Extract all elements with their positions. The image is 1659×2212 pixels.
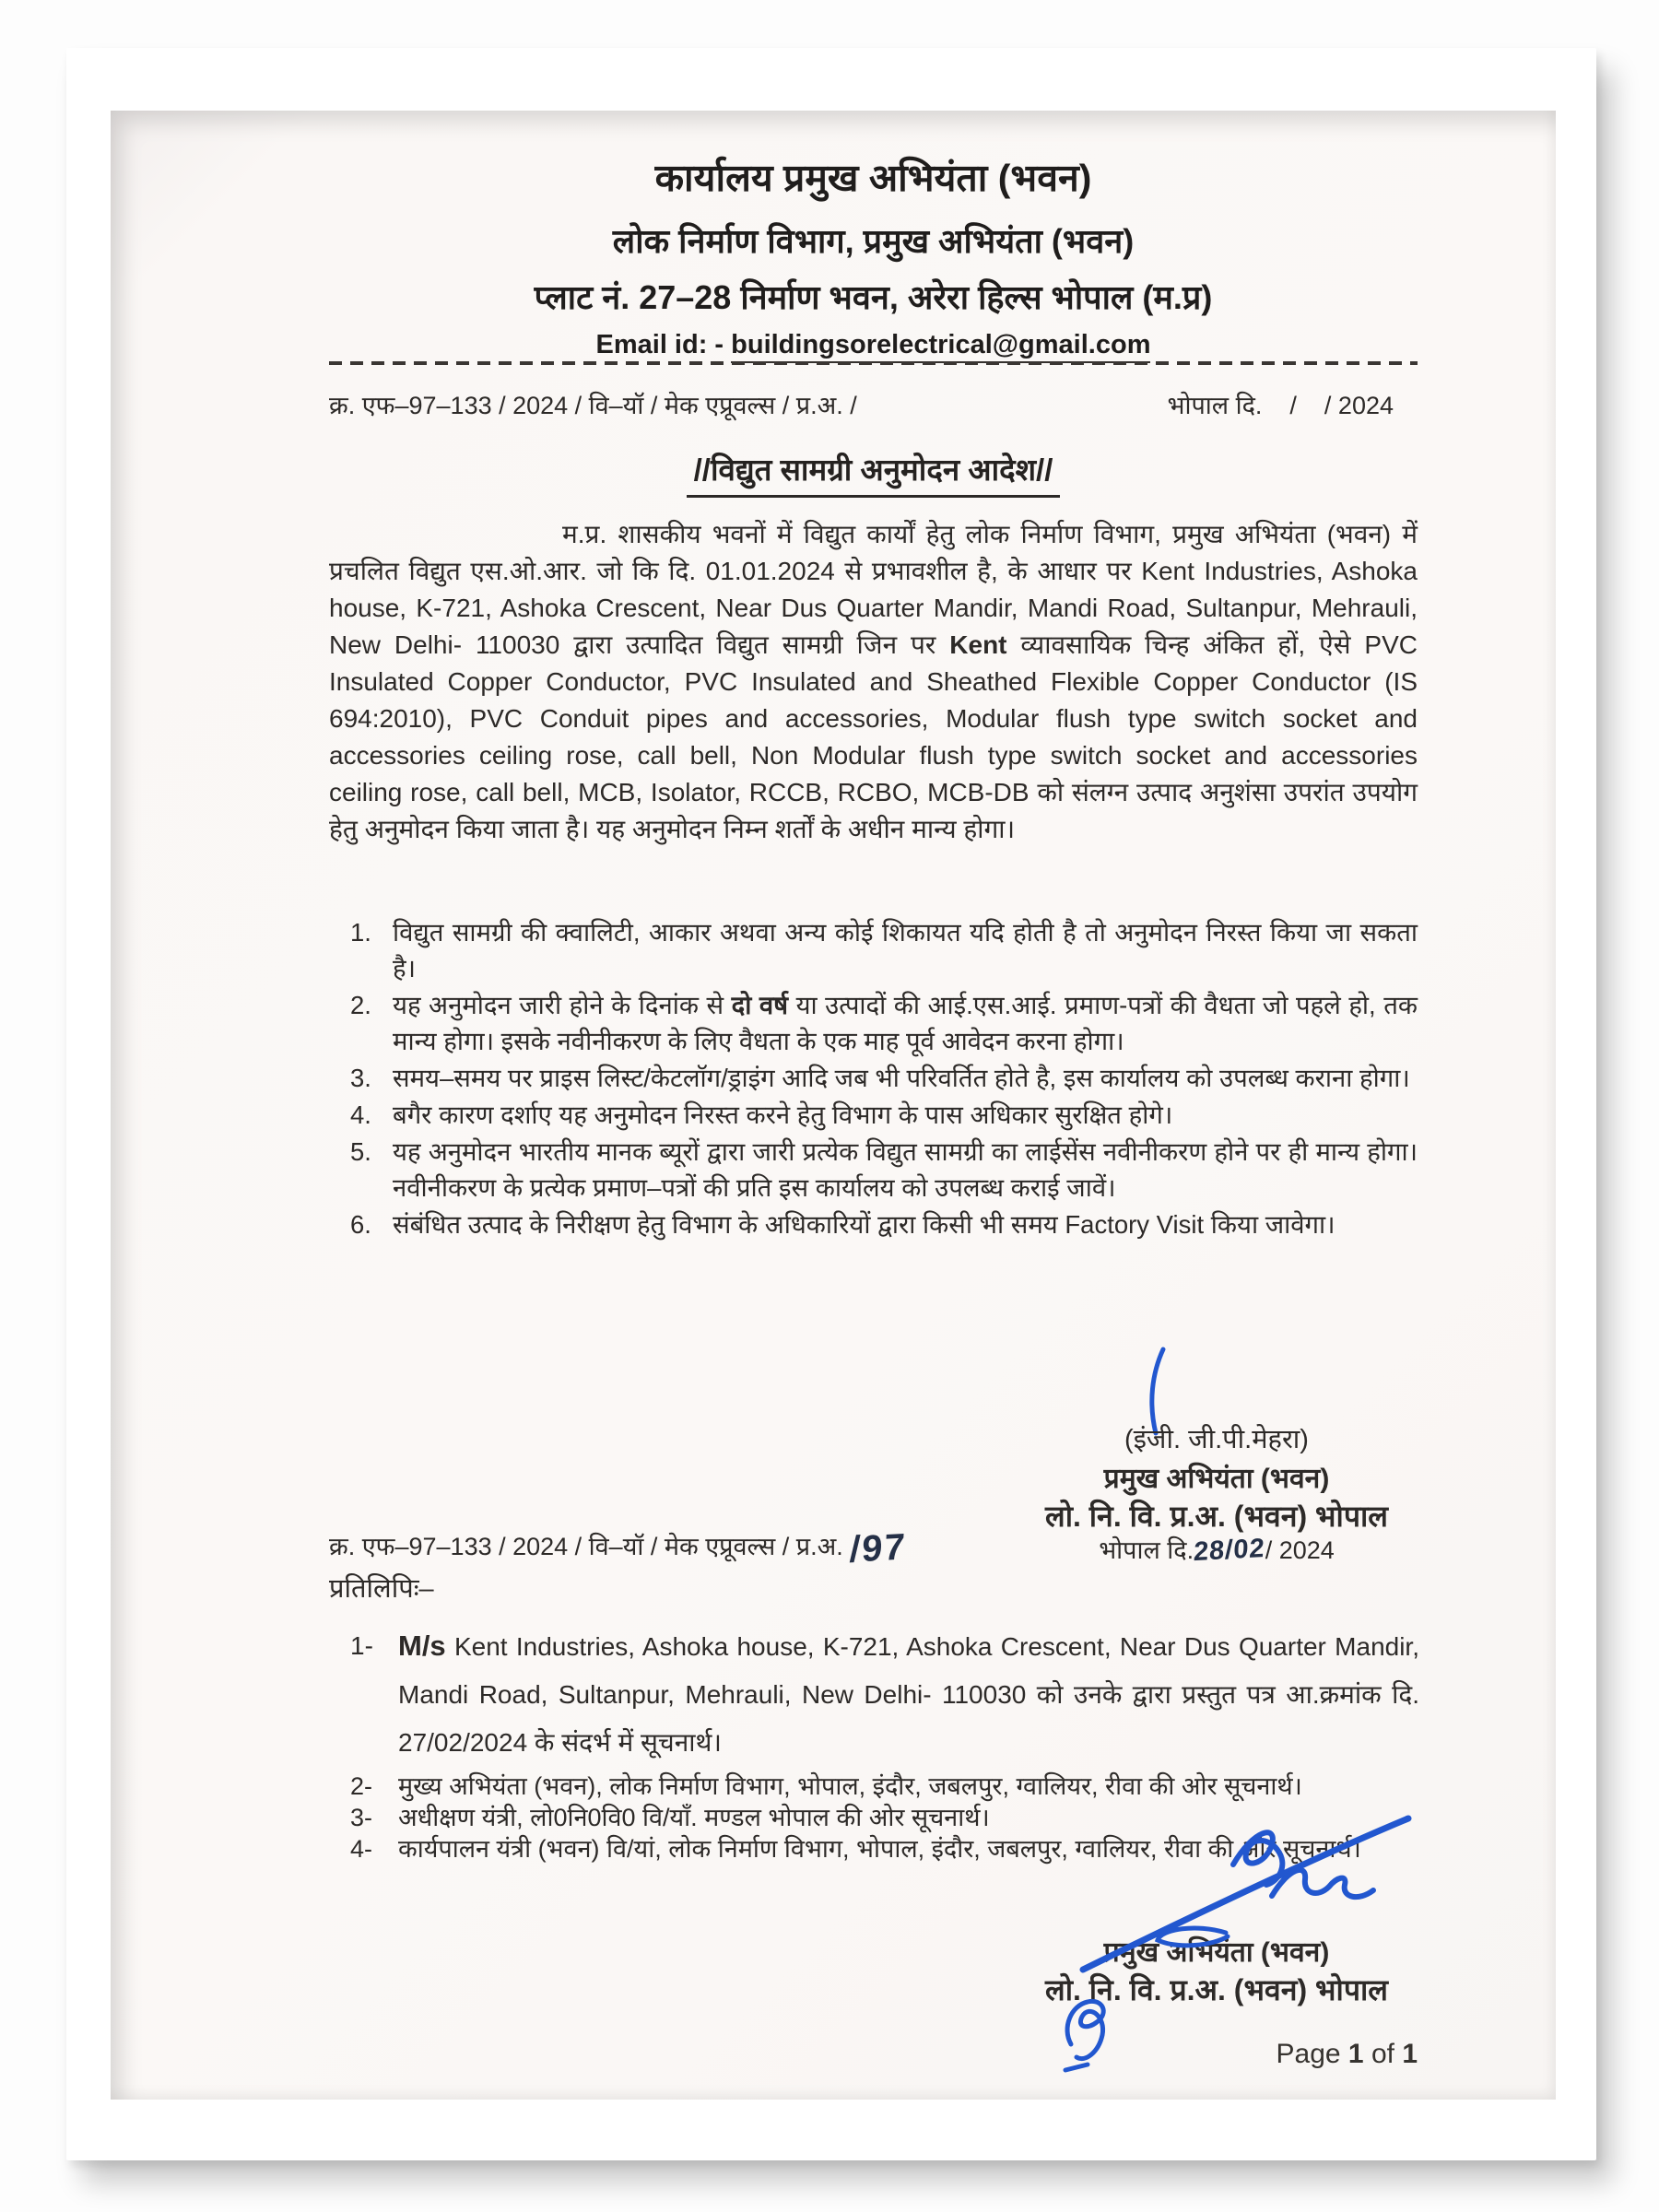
copy-item-1: 1- M/s Kent Industries, Ashoka house, K-721, Ashoka Crescent, Near Dus Quarter Mandir, Mandi Road, Sultanpur, Mehrauli, New Delhi- 110030 को उनके द्वारा प्रस्तुत पत्र आ.क्रमांक दि. 27/02/2024 के संदर्भ में सूचनार्थ। <box>350 1630 1419 1757</box>
copy-item-3: 3- अधीक्षण यंत्री, लो0नि0वि0 वि/याँ. मण्डल भोपाल की ओर सूचनार्थ। <box>350 1804 990 1831</box>
reference-number-bottom: क्र. एफ–97–133 / 2024 / वि–यॉ / मेक एप्रूवल्स / प्र.अ. /97 <box>329 1526 909 1571</box>
para-seg-hi-2: द्वारा उत्पादित विद्युत सामग्री जिन पर <box>573 630 950 659</box>
signatory-office: लो. नि. वि. प्र.अ. (भवन) भोपाल <box>1045 1973 1388 2006</box>
condition-item-1: 1. विद्युत सामग्री की क्वालिटी, आकार अथवा अन्य कोई शिकायत यदि होती है तो अनुमोदन निरस्त किया जा सकता है। <box>350 914 1418 986</box>
handwritten-date: 28/02 <box>1193 1533 1266 1568</box>
copy-note: को उनके द्वारा प्रस्तुत पत्र आ.क्रमांक दि. 27/02/2024 के संदर्भ में सूचनार्थ। <box>398 1680 1419 1757</box>
company-prefix: M/s <box>398 1630 446 1662</box>
condition-number: 2. <box>350 991 371 1019</box>
signature-block-top <box>1014 1419 1419 1567</box>
para-seg-materials: PVC Insulated Copper Conductor, PVC Insulated and Sheathed Flexible Copper Conductor (IS 694:2010), PVC Conduit pipes and accessories, Modular flush type switch socket and accessories ceiling rose, call bell, Non Modular flush type switch socket and accessories ceiling rose, call bell, MCB, Isolator, RCCB, RCBO, MCB-DB <box>329 630 1418 806</box>
letterhead <box>329 151 1418 360</box>
scanned-document-frame <box>66 48 1596 2160</box>
office-address: प्लाट नं. 27–28 निर्माण भवन, अरेरा हिल्स भोपाल (म.प्र) <box>534 278 1213 316</box>
signature-date-line: भोपाल दि.28/02/ 2024 <box>1014 1534 1419 1567</box>
signatory-name: (इंजी. जी.पी.मेहरा) <box>1124 1425 1309 1454</box>
email-line <box>329 330 1418 360</box>
condition-number: 4. <box>350 1100 371 1129</box>
copy-item-4: 4- कार्यपालन यंत्री (भवन) वि/यां, लोक निर्माण विभाग, भोपाल, इंदौर, जबलपुर, ग्वालियर, रीवा की ओर सूचनार्थ। <box>350 1835 1361 1863</box>
copy-to-label: प्रतिलिपिः– <box>329 1574 434 1604</box>
document-title: //विद्युत सामग्री अनुमोदन आदेश// <box>329 448 1418 498</box>
dashed-separator <box>329 361 1418 365</box>
office-name: कार्यालय प्रमुख अभियंता (भवन) <box>654 157 1092 199</box>
place-date-blank: भोपाल दि. / / 2024 <box>1167 392 1394 419</box>
department-name: लोक निर्माण विभाग, प्रमुख अभियंता (भवन) <box>612 222 1135 260</box>
para-seg-hi-4: को संलग्न उत्पाद अनुशंसा उपरांत उपयोग हेतु अनुमोदन किया जाता है। यह अनुमोदन निम्न शर्तों के अधीन मान्य होगा। <box>329 778 1418 843</box>
initials-scribble-mark <box>1051 1991 1143 2074</box>
email-label: Email id: - <box>595 330 732 359</box>
signatory-office: लो. नि. वि. प्र.अ. (भवन) भोपाल <box>1045 1500 1388 1533</box>
copy-item-2: 2- मुख्य अभियंता (भवन), लोक निर्माण विभाग, भोपाल, इंदौर, जबलपुर, ग्वालियर, रीवा की ओर सूचनार्थ। <box>350 1772 1302 1800</box>
condition-item-5: 5. यह अनुमोदन भारतीय मानक ब्यूरों द्वारा जारी प्रत्येक विद्युत सामग्री का लाईसेंस नवीनीकरण होने पर ही मान्य होगा। नवीनीकरण के प्रत्येक प्रमाण–पत्रों की प्रति इस कार्यालय को उपलब्ध कराई जावें। <box>350 1134 1418 1206</box>
condition-item-4: 4. बगैर कारण दर्शाए यह अनुमोदन निरस्त करने हेतु विभाग के पास अधिकार सुरक्षित होगे। <box>350 1097 1418 1133</box>
condition-item-6: 6. संबंधित उत्पाद के निरीक्षण हेतु विभाग के अधिकारियों द्वारा किसी भी समय Factory Visit किया जावेगा। <box>350 1206 1418 1242</box>
signature-scribble-mark <box>1069 1811 1424 1977</box>
reference-row <box>329 387 1418 424</box>
para-seg-company-address: Kent Industries, Ashoka house, K-721, Ashoka Crescent, Near Dus Quarter Mandir, Mandi Road, Sultanpur, Mehrauli, New Delhi- 110030 <box>329 557 1418 659</box>
condition-item-3: 3. समय–समय पर प्राइस लिस्ट/केटलॉग/ड्राइंग आदि जब भी परिवर्तित होते है, इस कार्यालय को उपलब्ध कराना होगा। <box>350 1060 1418 1096</box>
para-seg-hi-1: म.प्र. शासकीय भवनों में विद्युत कार्यों हेतु लोक निर्माण विभाग, प्रमुख अभियंता (भवन) में प्रचलित विद्युत एस.ओ.आर. जो कि दि. 01.01.2024 से प्रभावशील है, के आधार पर <box>329 520 1418 585</box>
signatory-designation: प्रमुख अभियंता (भवन) <box>1103 1464 1330 1494</box>
email-address: buildingsorelectrical@gmail.com <box>731 330 1150 363</box>
body-paragraph <box>329 516 1418 848</box>
page-number: Page 1 of 1 <box>1276 2039 1418 2069</box>
reference-number: क्र. एफ–97–133 / 2024 / वि–यॉ / मेक एप्रूवल्स / प्र.अ. / <box>329 392 857 419</box>
condition-item-2: 2. यह अनुमोदन जारी होने के दिनांक से दो वर्ष या उत्पादों की आई.एस.आई. प्रमाण-पत्रों की वैधता जो पहले हो, तक मान्य होगा। इसके नवीनीकरण के लिए वैधता के एक माह पूर्व आवेदन करना होगा। <box>350 987 1418 1059</box>
letter-paper <box>111 111 1556 2100</box>
company-address: Kent Industries, Ashoka house, K-721, Ashoka Crescent, Near Dus Quarter Mandir, Mandi Road, Sultanpur, Mehrauli, New Delhi- 110030 <box>398 1632 1419 1709</box>
handwritten-dispatch-number: /97 <box>849 1526 909 1571</box>
condition-number: 5. <box>350 1137 371 1166</box>
condition-number: 1. <box>350 918 371 947</box>
condition-number: 6. <box>350 1210 371 1239</box>
condition-number: 3. <box>350 1064 371 1092</box>
conditions-list <box>350 914 1418 1243</box>
signatory-designation: प्रमुख अभियंता (भवन) <box>1103 1937 1330 1968</box>
para-seg-brand: Kent <box>949 630 1007 659</box>
para-seg-hi-3: व्यावसायिक चिन्ह अंकित हों, ऐसे <box>1006 630 1365 659</box>
